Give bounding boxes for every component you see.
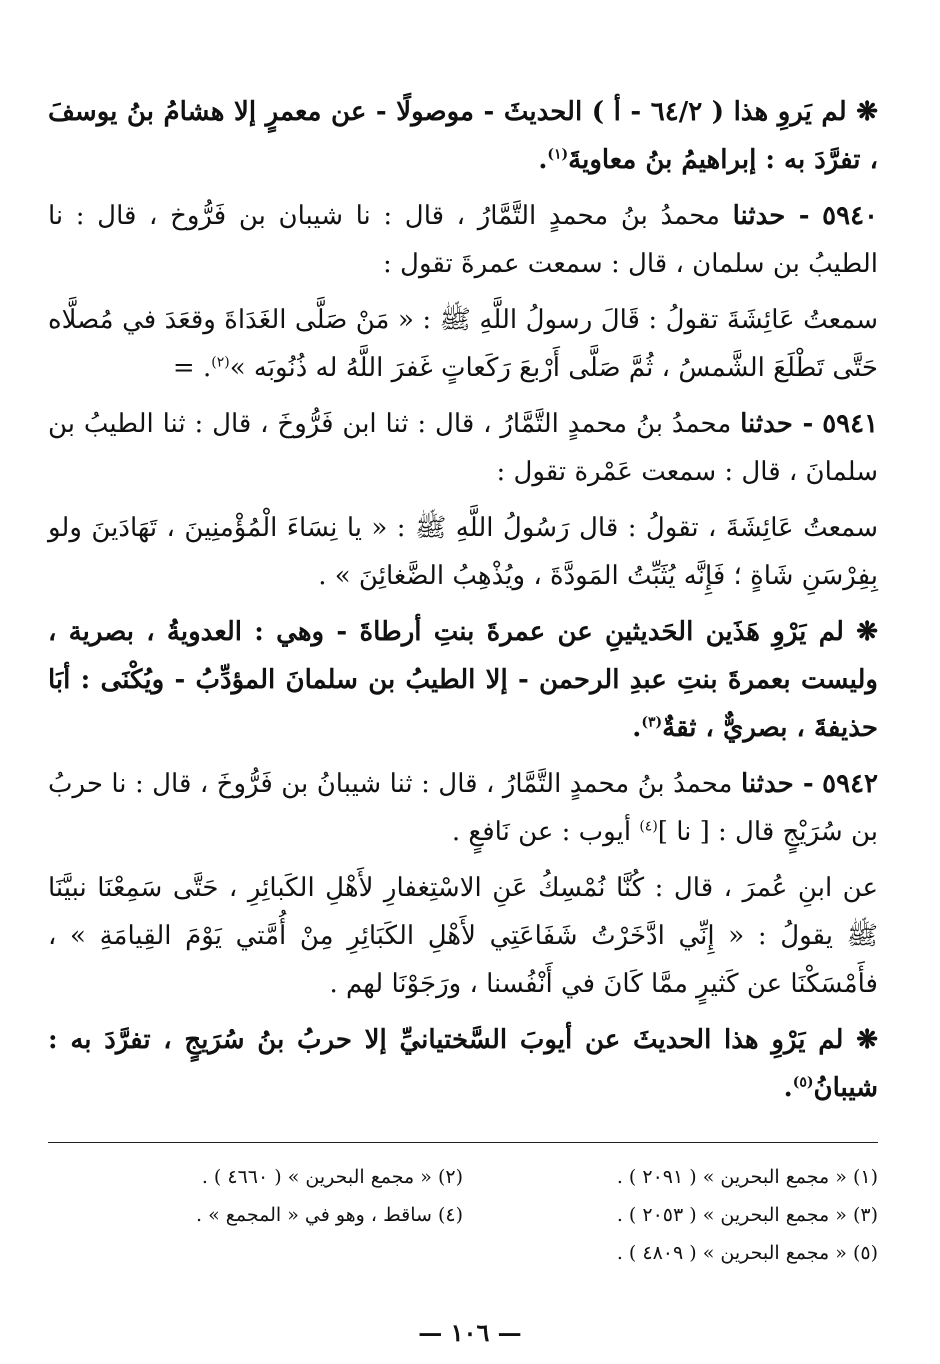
note-tail: . <box>538 145 548 175</box>
editor-note-2 <box>48 608 878 752</box>
matn-text: سمعتُ عَائِشَةَ ، تقولُ : قال رَسُولُ اللَّهِ ﷺ : « يا نِسَاءَ الْمُؤْمنِينَ ، تَهَادَينَ ولو بِفِرْسَنِ شَاةٍ ؛ فَإِنَّه يُثَبِّتُ المَودَّةَ ، ويُذْهِبُ الضَّغائِنَ » . <box>48 513 878 591</box>
editor-note-3 <box>48 1016 878 1112</box>
footnote-3: (٣) « مجمع البحرين » ( ٢٠٥٣ ) . <box>616 1204 878 1226</box>
footnote-ref: (١) <box>547 146 569 163</box>
isnad-text: محمدُ بنُ محمدٍ التَّمَّارُ ، قال : ثنا شيبانُ بن فَرُّوخَ ، قال : نا حربُ بن سُرَيْجٍ قال : [ نا ] <box>48 769 878 847</box>
footnote-ref: (٢) <box>211 354 230 371</box>
footnote-ref: (٤) <box>639 818 658 835</box>
footnote-ref: (٥) <box>792 1074 814 1091</box>
footnote-row <box>48 1196 878 1234</box>
note-tail: . <box>783 1073 793 1103</box>
note-text: ❋ لم يَرْوِ هذا الحديثَ عن أيوبَ السَّختيانيِّ إلا حربُ بنُ سُرَيجٍ ، تفرَّدَ به : شيبانُ <box>48 1025 878 1103</box>
hadith-head: حدثنا <box>740 769 794 799</box>
page-body <box>48 88 878 1120</box>
hadith-head: حدثنا <box>740 409 793 439</box>
footnote-divider <box>48 1142 878 1143</box>
isnad-tail: أيوب : عن نَافعٍ . <box>451 817 640 847</box>
matn-tail: . = <box>172 353 212 383</box>
footnote-4: (٤) ساقط ، وهو في « المجمع » . <box>196 1204 463 1226</box>
footnote-row <box>48 1234 878 1272</box>
isnad-text: محمدُ بنُ محمدٍ التَّمَّارُ ، قال : ثنا ابن فَرُّوخَ ، قال : ثنا الطيبُ بن سلمانَ ، قال : سمعت عَمْرة تقول : <box>48 409 878 487</box>
page-number: — ١٠٦ — <box>418 1318 522 1347</box>
hadith-5942-matn <box>48 864 878 1008</box>
note-text: ❋ لم يَروِ هذا ( ٦٤/٢ - أ ) الحديثَ - موصولًا - عن معمرٍ إلا هشامُ بنُ يوسفَ ، تفرَّدَ به : إبراهيمُ بنُ معاويةَ <box>48 97 878 175</box>
footnote-1: (١) « مجمع البحرين » ( ٢٠٩١ ) . <box>616 1166 878 1188</box>
footnote-ref: (٣) <box>641 714 663 731</box>
hadith-5940-isnad: ٥٩٤٠ - حدثنا محمدُ بنُ محمدٍ التَّمَّارُ ، قال : نا شيبان بن فَرُّوخ ، قال : نا الطيبُ بن سلمان ، قال : سمعت عمرةَ تقول : <box>48 201 879 279</box>
footnote-row <box>48 1158 878 1196</box>
note-tail: . <box>632 713 642 743</box>
hadith-number: ٥٩٤٢ <box>822 769 879 799</box>
matn-text: سمعتُ عَائِشَةَ تقولُ : قَالَ رسولُ اللَّهِ ﷺ : « مَنْ صَلَّى الغَدَاةَ وقعَدَ في مُصلَّاه حَتَّى تَطْلَعَ الشَّمسُ ، ثُمَّ صَلَّى أَرْبعَ رَكَعاتٍ غَفرَ اللَّهُ له ذُنُوبَه » <box>48 305 878 383</box>
hadith-number: ٥٩٤١ <box>822 409 879 439</box>
hadith-5940-matn <box>48 296 878 392</box>
matn-text: عن ابنِ عُمرَ ، قال : كُنَّا نُمْسِكُ عَنِ الاسْتِغفارِ لأَهْلِ الكَبائِرِ ، حَتَّى سَمِعْنَا نبيَّنَا ﷺ يقولُ : « إِنِّي ادَّخَرْتُ شَفَاعَتِي لأَهْلِ الكَبَائِرِ مِنْ أُمَّتي يَوْمَ القِيامَةِ » ، فأَمْسَكْنَا عن كَثيرٍ ممَّا كَانَ في أَنْفُسنا ، ورَجَوْنَا لهم . <box>48 873 878 999</box>
editor-note-1 <box>48 88 878 184</box>
hadith-5941-isnad: ٥٩٤١ - حدثنا محمدُ بنُ محمدٍ التَّمَّارُ ، قال : ثنا ابن فَرُّوخَ ، قال : ثنا الطيبُ بن سلمانَ ، قال : سمعت عَمْرة تقول : <box>48 409 879 487</box>
footnote-5: (٥) « مجمع البحرين » ( ٤٨٠٩ ) . <box>616 1242 878 1264</box>
hadith-number: ٥٩٤٠ <box>822 201 879 231</box>
isnad-text: محمدُ بنُ محمدٍ التَّمَّارُ ، قال : نا شيبان بن فَرُّوخ ، قال : نا الطيبُ بن سلمان ، قال : سمعت عمرةَ تقول : <box>48 201 878 279</box>
note-text: ❋ لم يَرْوِ هَذَين الحَديثينِ عن عمرةَ بنتِ أرطاةَ - وهي : العدويةُ ، بصرية ، وليست بعمرةَ بنتِ عبدِ الرحمن - إلا الطيبُ بن سلمانَ المؤدِّبُ - ويُكْنَى : أبَا حذيفةَ ، بصريٌّ ، ثقةٌ <box>48 617 878 743</box>
hadith-head: حدثنا <box>732 201 786 231</box>
hadith-5941-matn <box>48 504 878 600</box>
hadith-5942-isnad: ٥٩٤٢ - حدثنا محمدُ بنُ محمدٍ التَّمَّارُ ، قال : ثنا شيبانُ بن فَرُّوخَ ، قال : نا حربُ بن سُرَيْجٍ قال : [ نا ]$^{(٤)}$ أيوب : عن نَافعٍ . <box>48 769 879 847</box>
footnote-2: (٢) « مجمع البحرين » ( ٤٦٦٠ ) . <box>201 1166 463 1188</box>
footnotes <box>48 1158 878 1272</box>
